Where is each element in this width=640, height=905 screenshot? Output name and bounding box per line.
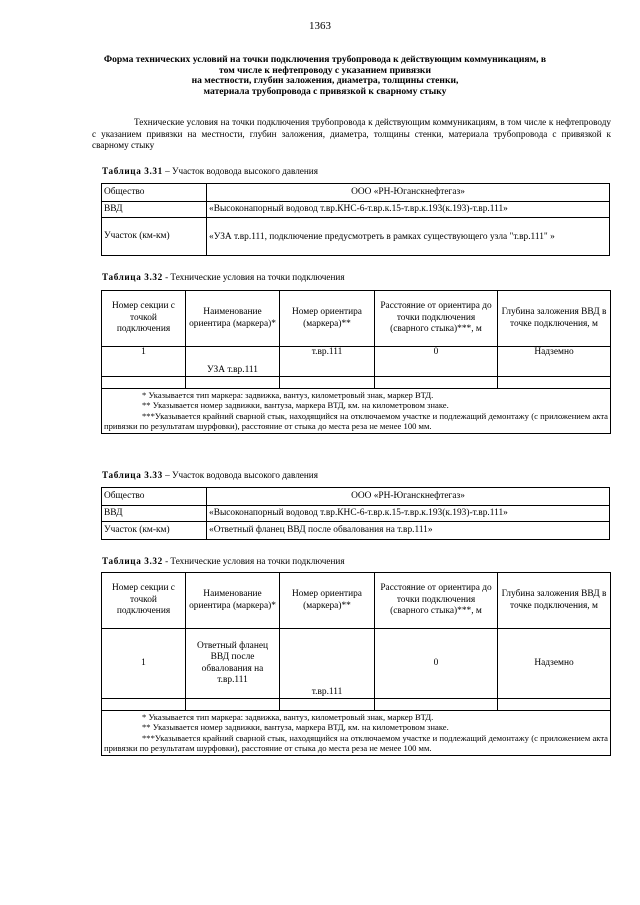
table-notes <box>102 389 611 434</box>
table-notes-row <box>102 389 611 434</box>
table-cell-key: Общество <box>102 184 207 202</box>
note: * Указывается тип маркера: задвижка, вантуз, километровый знак, маркер ВТД. <box>142 712 434 722</box>
table-row <box>102 629 611 699</box>
table-3-32-second <box>101 572 611 756</box>
table-caption <box>102 470 318 480</box>
table-cell: т.вр.111 <box>280 347 375 377</box>
table-caption <box>102 556 345 566</box>
table-3-31 <box>101 183 610 256</box>
table-row <box>102 202 610 218</box>
document-title <box>95 55 555 97</box>
table-cell-key: Участок (км-км) <box>102 218 207 256</box>
table-cell: 0 <box>375 629 498 699</box>
table-cell: т.вр.111 <box>280 629 375 699</box>
table-cell-key: ВВД <box>102 506 207 522</box>
table-row-empty <box>102 377 611 389</box>
table-3-33 <box>101 487 610 540</box>
table-notes <box>102 711 611 756</box>
table-label: Таблица 3.32 <box>102 556 163 566</box>
table-cell: Ответный фланец ВВД после обвалования на т.вр.111 <box>186 629 280 699</box>
table-header-row <box>102 573 611 629</box>
table-cell: 1 <box>102 629 186 699</box>
column-header: Расстояние от ориентира до точки подключения (сварного стыка)***, м <box>375 573 498 629</box>
table-cell-value: ООО «РН-Юганскнефтегаз» <box>207 184 610 202</box>
column-header: Наименование ориентира (маркера)* <box>186 573 280 629</box>
table-caption-text: - Технические условия на точки подключения <box>162 556 345 566</box>
column-header: Номер ориентира (маркера)** <box>280 291 375 347</box>
note: * Указывается тип маркера: задвижка, вантуз, километровый знак, маркер ВТД. <box>142 390 434 400</box>
table-caption-text: – Участок водовода высокого давления <box>162 166 318 176</box>
table-cell-key: Общество <box>102 488 207 506</box>
table-row <box>102 522 610 540</box>
note: ** Указывается номер задвижки, вантуза, маркера ВТД, км. на километровом знаке. <box>142 722 449 733</box>
table-label: Таблица 3.31 <box>102 166 163 176</box>
table-row <box>102 347 611 377</box>
table-caption-text: – Участок водовода высокого давления <box>162 470 318 480</box>
column-header: Расстояние от ориентира до точки подключения (сварного стыка)***, м <box>375 291 498 347</box>
page-number: 1363 <box>309 20 331 32</box>
table-cell-key: Участок (км-км) <box>102 522 207 540</box>
table-cell-value: «УЗА т.вр.111, подключение предусмотреть в рамках существующего узла "т.вр.111" » <box>207 218 610 256</box>
table-cell: 1 <box>102 347 186 377</box>
table-caption-text: - Технические условия на точки подключения <box>162 272 345 282</box>
table-cell: Надземно <box>498 347 611 377</box>
table-cell: Надземно <box>498 629 611 699</box>
column-header: Глубина заложения ВВД в точке подключения, м <box>498 573 611 629</box>
table-row <box>102 218 610 256</box>
table-row <box>102 506 610 522</box>
table-cell-value: «Высоконапорный водовод т.вр.КНС-6-т.вр.к.15-т.вр.к.193(к.193)-т.вр.111» <box>207 202 610 218</box>
table-label: Таблица 3.33 <box>102 470 163 480</box>
table-cell-value: «Ответный фланец ВВД после обвалования на т.вр.111» <box>207 522 610 540</box>
title-line: материала трубопровода с привязкой к сварному стыку <box>203 85 447 97</box>
table-cell-value: «Высоконапорный водовод т.вр.КНС-6-т.вр.к.15-т.вр.к.193(к.193)-т.вр.111» <box>207 506 610 522</box>
title-line: Форма технических условий на точки подключения трубопровода к действующим коммуникациям, в <box>103 54 547 65</box>
column-header: Номер ориентира (маркера)** <box>280 573 375 629</box>
table-3-32-first <box>101 290 611 434</box>
note: ***Указывается крайний сварной стык, находящийся на отключаемом участке и подлежащий демонтажу (с приложением акта привязки по результатам шурфовки), расстояние от стыка до места реза не менее 100 мм. <box>104 732 608 754</box>
note: ** Указывается номер задвижки, вантуза, маркера ВТД, км. на километровом знаке. <box>142 400 449 411</box>
title-line: на местности, глубин заложения, диаметра, толщины стенки, <box>191 75 459 87</box>
table-row <box>102 184 610 202</box>
table-label: Таблица 3.32 <box>102 272 163 282</box>
table-cell: 0 <box>375 347 498 377</box>
table-header-row <box>102 291 611 347</box>
table-caption <box>102 272 345 282</box>
title-line: том числе к нефтепроводу с указанием привязки <box>219 64 431 76</box>
column-header: Номер секции с точкой подключения <box>102 291 186 347</box>
table-cell: УЗА т.вр.111 <box>186 347 280 377</box>
column-header: Номер секции с точкой подключения <box>102 573 186 629</box>
intro-paragraph: Технические условия на точки подключения трубопровода к действующим коммуникациям, в том числе к нефтепроводу с указанием привязки на местности, глубин заложения, диаметра, толщины стенки, материала трубопровода с привязкой к сварному стыку <box>92 117 611 151</box>
table-cell-value: ООО «РН-Юганскнефтегаз» <box>207 488 610 506</box>
table-cell-key: ВВД <box>102 202 207 218</box>
table-caption <box>102 166 318 176</box>
table-notes-row <box>102 711 611 756</box>
column-header: Глубина заложения ВВД в точке подключения, м <box>498 291 611 347</box>
table-row-empty <box>102 699 611 711</box>
note: ***Указывается крайний сварной стык, находящийся на отключаемом участке и подлежащий демонтажу (с приложением акта привязки по результатам шурфовки), расстояние от стыка до места реза не менее 100 мм. <box>104 410 608 432</box>
column-header: Наименование ориентира (маркера)* <box>186 291 280 347</box>
table-row <box>102 488 610 506</box>
